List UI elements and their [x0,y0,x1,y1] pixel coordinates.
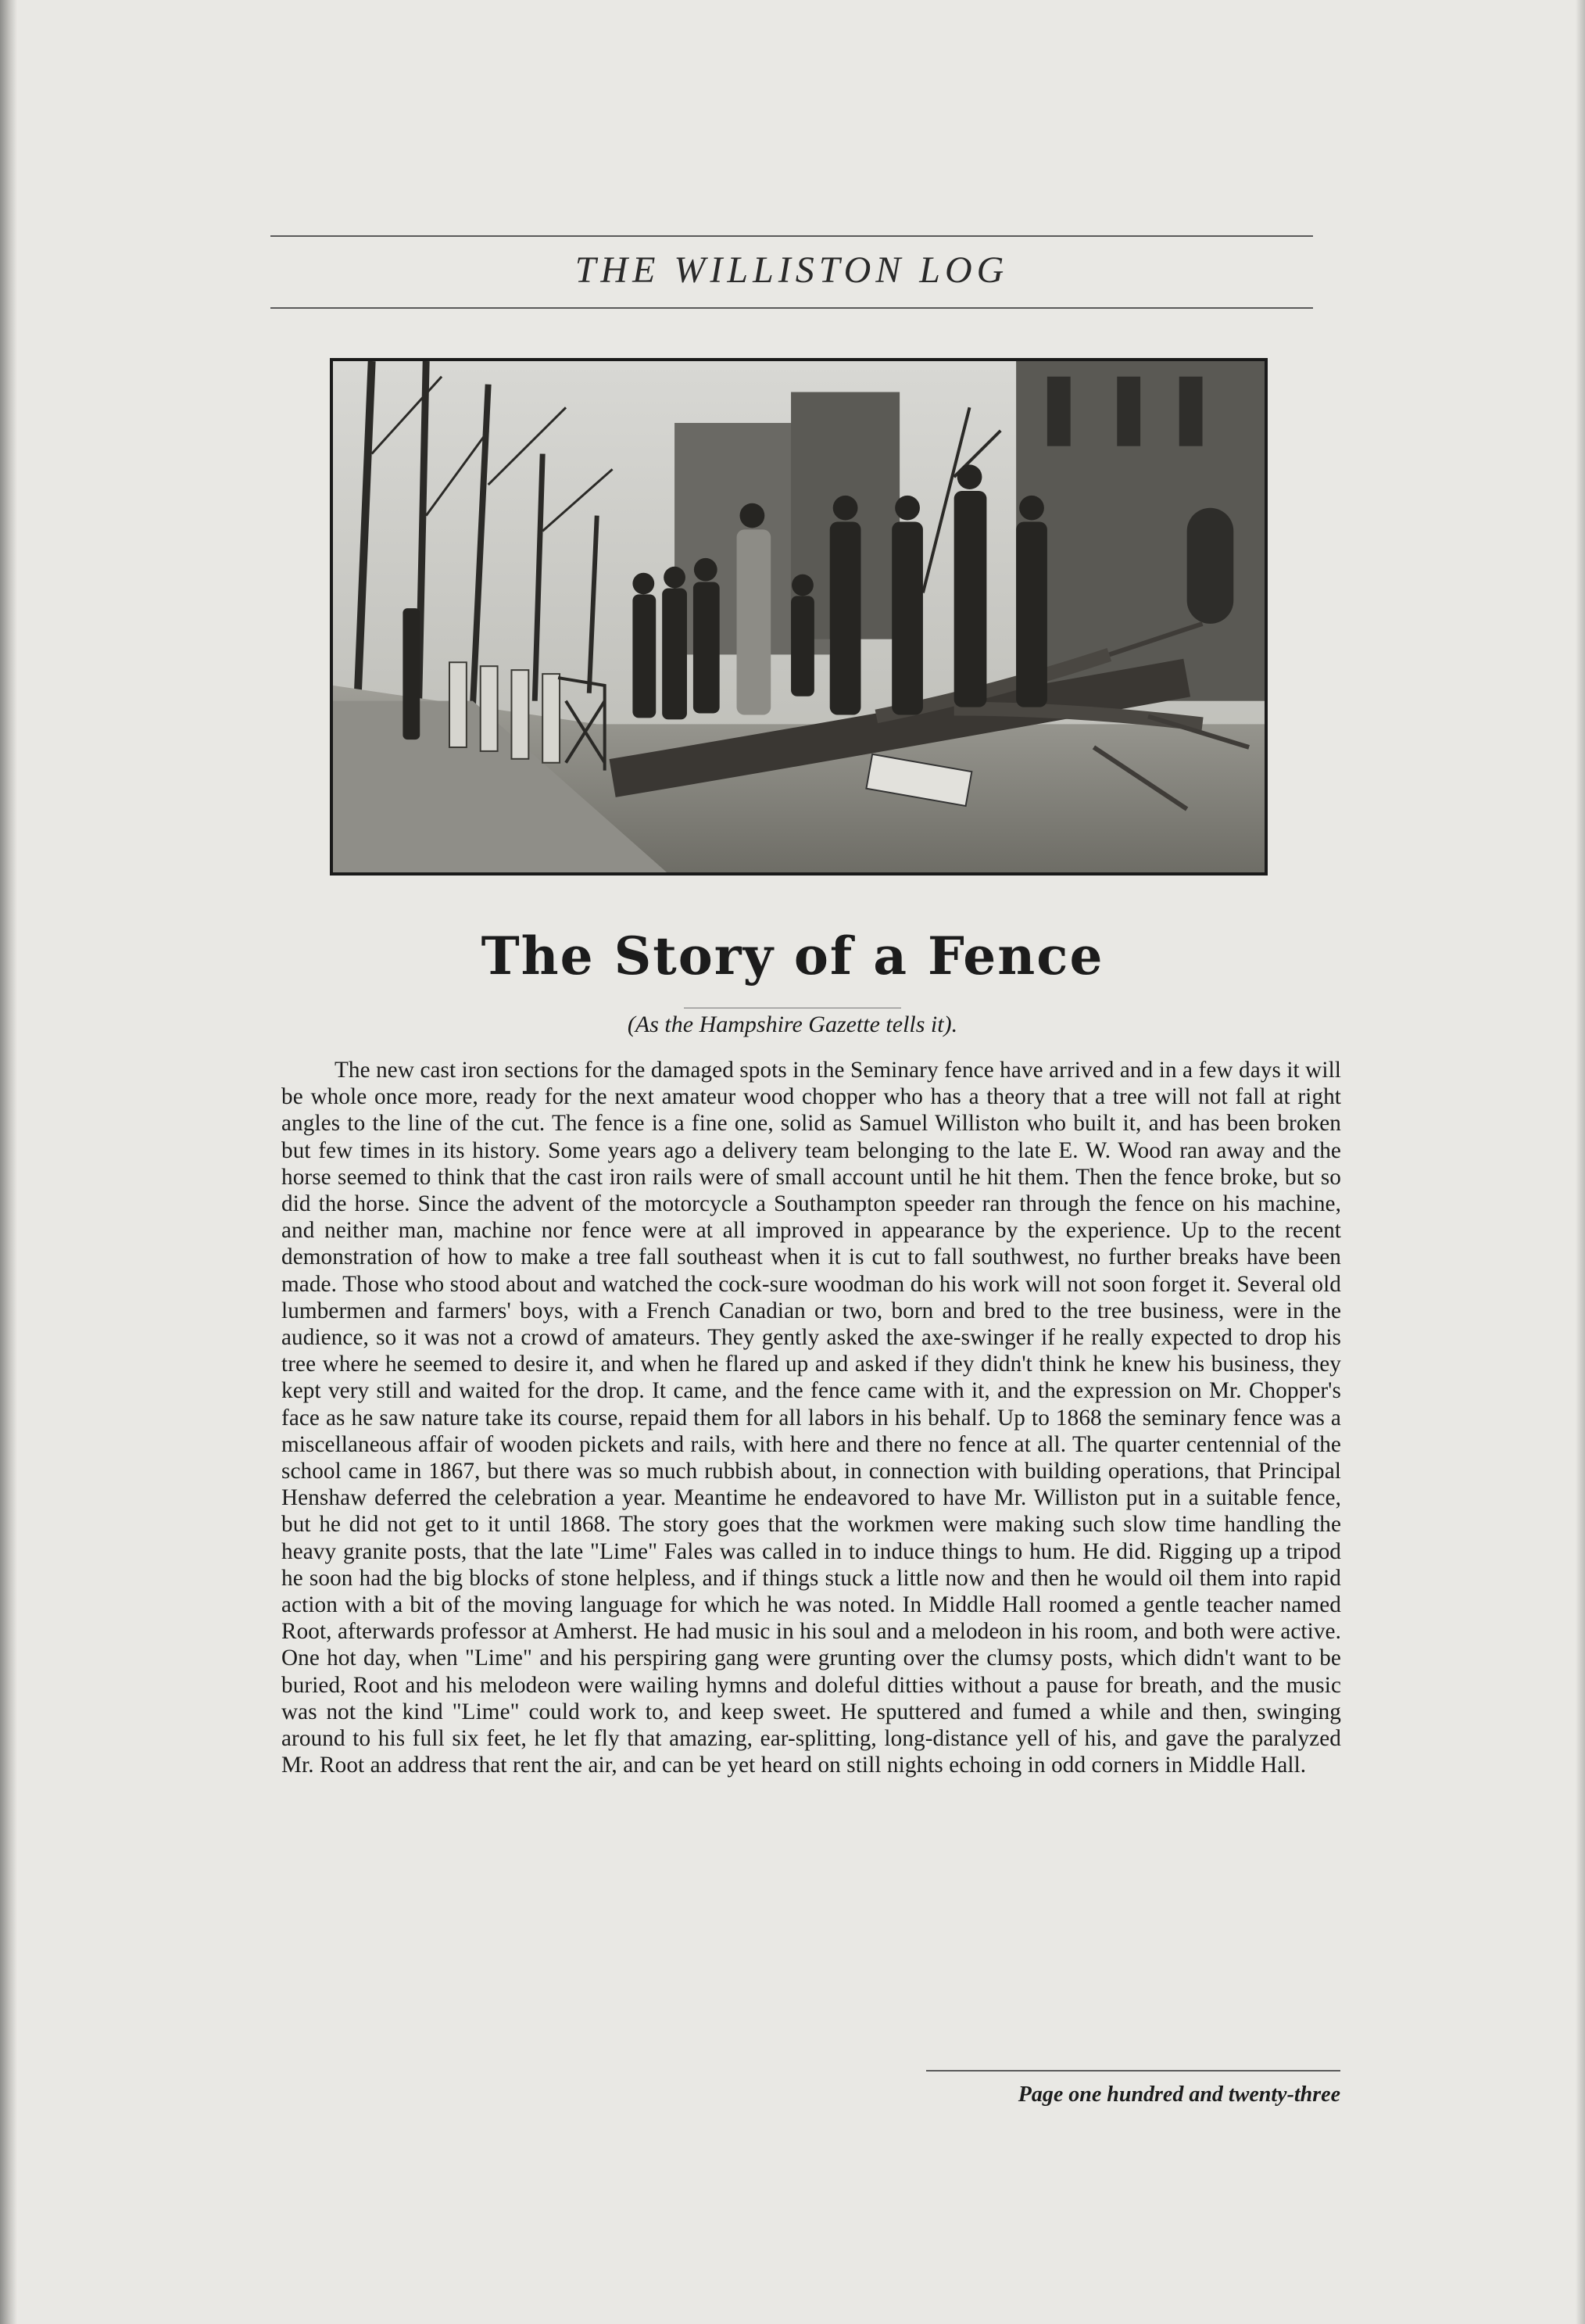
article-subtitle: (As the Hampshire Gazette tells it). [627,1012,958,1037]
page-right-edge [1576,0,1585,2324]
page-binding-edge [0,0,17,2324]
running-head: THE WILLISTON LOG [574,249,1009,291]
photograph [330,358,1268,876]
page-number: Page one hundred and twenty-three [1018,2082,1340,2107]
top-rule [270,235,1313,237]
header-rule [270,307,1313,309]
photo-illustration [333,361,1265,872]
article-title: The Story of a Fence [481,926,1104,987]
article-body: The new cast iron sections for the damaged spots in the Seminary fence have arrived and in a few days it will be whole once more, ready for the next amateur wood chopper who has a theory that a tree will not fall at right angles to the line of the cut. The fence is a fine one, solid as Samuel Williston who built it, and has been broken but few times in its history. Some years ago a delivery team belonging to the late E. W. Wood ran away and the horse seemed to think that the cast iron rails were of small account until he hit them. Then the fence broke, but so did the horse. Since the advent of the motorcycle a Southampton speeder ran through the fence on his machine, and neither man, machine nor fence were at all improved in appearance by the experience. Up to the recent demonstration of how to make a tree fall southeast when it is cut to fall southwest, no further breaks have been made. Those who stood about and watched the cock-sure woodman do his work will not soon forget it. Several old lumbermen and farmers' boys, with a French Canadian or two, born and bred to the tree business, were in the audience, so it was not a crowd of amateurs. They gently asked the axe-swinger if he really expected to drop his tree where he seemed to desire it, and when he flared up and asked if they didn't think he knew his business, they kept very still and waited for the drop. It came, and the fence came with it, and the expression on Mr. Chopper's face as he saw nature take its course, repaid them for all labors in his behalf. Up to 1868 the seminary fence was a miscellaneous affair of wooden pickets and rails, with here and there no fence at all. The quarter centennial of the school came in 1867, but there was so much rubbish about, in connection with building operations, that Principal Henshaw deferred the celebration a year. Meantime he endeavored to have Mr. Williston put in a suitable fence, but he did not get to it until 1868. The story goes that the workmen were making such slow time handling the heavy granite posts, that the late "Lime" Fales was called in to induce things to hum. He did. Rigging up a tripod he soon had the big blocks of stone helpless, and if things stuck a little now and then he would oil them into rapid action with a bit of the moving language for which he was noted. In Middle Hall roomed a gentle teacher named Root, afterwards professor at Amherst. He had music in his soul and a melodeon in his room, and both were active. One hot day, when "Lime" and his perspiring gang were grunting over the clumsy posts, which didn't want to be buried, Root and his melodeon were wailing hymns and doleful ditties without a pause for breath, and the music was not the kind "Lime" could work to, and keep sweet. He sputtered and fumed a while and then, swinging around to his full six feet, he let fly that amazing, ear-splitting, long-distance yell of his, and gave the paralyzed Mr. Root an address that rent the air, and can be yet heard on still nights echoing in odd corners in Middle Hall. [281,1058,1341,1778]
footer-rule [926,2070,1340,2072]
